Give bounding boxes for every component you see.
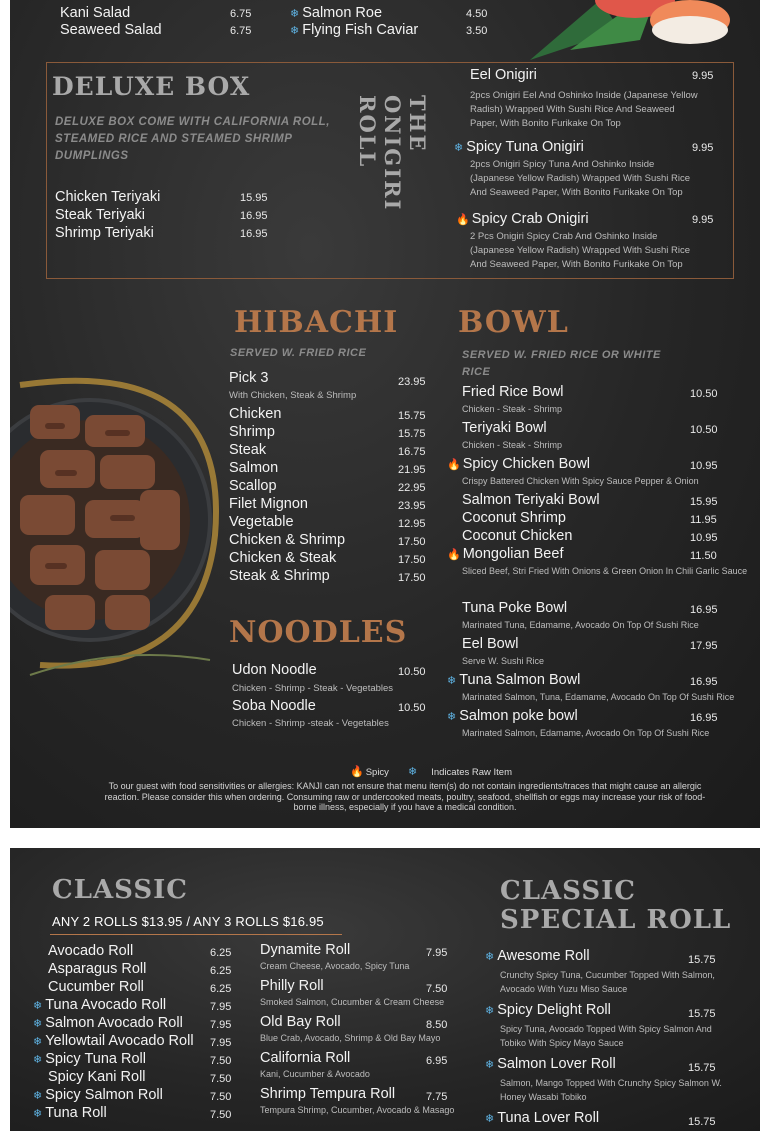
- item-name: Avocado Roll: [48, 943, 134, 959]
- hibachi-title: HIBACHI: [234, 305, 399, 340]
- item-price: 6.25: [210, 965, 232, 977]
- raw-icon: ❄: [33, 1054, 43, 1066]
- item-price: 11.50: [690, 550, 717, 562]
- hibachi-photo: [10, 345, 230, 695]
- raw-icon: ❄: [485, 1059, 495, 1071]
- item-name: Pick 3: [229, 370, 269, 386]
- item-name: ❄ Salmon Avocado Roll: [33, 1015, 183, 1031]
- deluxe-subtitle: DELUXE BOX COME WITH CALIFORNIA ROLL, STEAMED RICE AND STEAMED SHRIMP DUMPLINGS: [55, 116, 330, 162]
- item-price: 15.75: [398, 428, 426, 440]
- item-name: California Roll: [260, 1050, 351, 1066]
- spicy-icon: 🔥: [456, 214, 470, 226]
- raw-icon: ❄: [290, 25, 300, 37]
- item-price: 10.95: [690, 460, 718, 472]
- item-price: 6.25: [210, 947, 232, 959]
- item-price: 6.95: [426, 1055, 448, 1067]
- noodles-title: NOODLES: [229, 615, 408, 650]
- menu-panel-top: [10, 0, 760, 828]
- item-name: Scallop: [229, 478, 277, 494]
- spicy-icon: 🔥: [447, 459, 461, 471]
- item-name: Teriyaki Bowl: [462, 420, 547, 436]
- item-name: Vegetable: [229, 514, 294, 530]
- menu-item: ❄ Spicy Tuna Onigiri: [454, 139, 584, 155]
- item-description: Chicken - Shrimp -steak - Vegetables: [232, 718, 389, 729]
- item-description: With Chicken, Steak & Shrimp: [229, 390, 357, 401]
- legend-spicy: 🔥 Spicy: [350, 766, 389, 778]
- item-name: Spicy Kani Roll: [48, 1069, 146, 1085]
- item-price: 10.95: [690, 532, 718, 544]
- item-price: 7.95: [210, 1019, 232, 1031]
- item-price: 17.50: [398, 536, 426, 548]
- item-description: Sliced Beef, Stri Fried With Onions & Green Onion In Chili Garlic Sauce: [462, 566, 748, 576]
- raw-icon: ❄: [454, 142, 464, 154]
- item-name: Fried Rice Bowl: [462, 384, 564, 400]
- item-price: 16.95: [240, 228, 268, 240]
- item-price: 4.50: [466, 8, 488, 20]
- item-name: Philly Roll: [260, 978, 324, 994]
- item-name: Coconut Chicken: [462, 528, 573, 544]
- raw-icon: ❄: [485, 1005, 495, 1017]
- item-description: Tempura Shrimp, Cucumber, Avocado & Masago: [260, 1105, 455, 1115]
- menu-item: ❄ Flying Fish Caviar: [290, 22, 419, 38]
- bowl-subtitle: SERVED W. FRIED RICE OR WHITE RICE: [462, 349, 661, 378]
- item-price: 7.95: [426, 947, 448, 959]
- item-description: Spicy Tuna, Avocado Topped With Spicy Salmon And Tobiko With Spicy Mayo Sauce: [500, 1024, 712, 1048]
- raw-icon: ❄: [447, 711, 457, 723]
- item-name: Eel Bowl: [462, 636, 519, 652]
- item-name: ❄ Spicy Salmon Roll: [33, 1087, 163, 1103]
- item-price: 15.75: [688, 1116, 716, 1128]
- item-description: 2pcs Onigiri Spicy Tuna And Oshinko Inside (Japanese Yellow Radish) Wrapped With Sushi Rice And Seaweed Paper, With Bonito Furikake On Top: [470, 159, 691, 198]
- item-price: 15.75: [688, 1008, 716, 1020]
- item-name: Seaweed Salad: [60, 22, 162, 38]
- item-name: Dynamite Roll: [260, 942, 351, 958]
- spicy-icon: 🔥: [447, 549, 461, 561]
- raw-icon: ❄: [485, 951, 495, 963]
- item-name: Steak & Shrimp: [229, 568, 330, 584]
- item-description: Blue Crab, Avocado, Shrimp & Old Bay Mayo: [260, 1033, 441, 1043]
- deal-underline: [50, 934, 342, 935]
- item-price: 7.75: [426, 1091, 448, 1103]
- raw-icon: ❄: [485, 1113, 495, 1125]
- item-name: ❄ Tuna Avocado Roll: [33, 997, 167, 1013]
- item-price: 7.50: [210, 1055, 232, 1067]
- item-price: 16.95: [240, 210, 268, 222]
- spicy-icon: 🔥: [350, 766, 364, 778]
- item-description: Chicken - Steak - Shrimp: [462, 440, 563, 450]
- item-price: 8.50: [426, 1019, 448, 1031]
- allergy-disclaimer: To our guest with food sensitivities or allergies: KANJI can not ensure that menu item(s) do not contain ingredients/traces that might cause an allergic reaction. Please consider this when ordering. Consuming raw or undercooked meats, poultry, seafood, shellfish or eggs may increase your risk of food-borne illness, especially if you have a medical condition.: [104, 781, 706, 812]
- item-name: ❄ Awesome Roll: [485, 948, 590, 964]
- item-name: Coconut Shrimp: [462, 510, 566, 526]
- item-name: Cucumber Roll: [48, 979, 144, 995]
- raw-icon: ❄: [33, 1108, 43, 1120]
- item-name: Salmon Teriyaki Bowl: [462, 492, 600, 508]
- item-name: Udon Noodle: [232, 662, 317, 678]
- item-name: ❄ Spicy Tuna Roll: [33, 1051, 146, 1067]
- item-description: Marinated Tuna, Edamame, Avocado On Top Of Sushi Rice: [462, 620, 699, 630]
- sushi-illustration: [510, 0, 750, 65]
- item-price: 16.95: [690, 604, 718, 616]
- item-price: 10.50: [398, 666, 426, 678]
- item-name: Shrimp Teriyaki: [55, 225, 154, 241]
- item-description: Cream Cheese, Avocado, Spicy Tuna: [260, 961, 410, 971]
- item-name: ❄ Tuna Lover Roll: [485, 1110, 600, 1126]
- item-price: 15.95: [240, 192, 268, 204]
- item-name: Chicken & Steak: [229, 550, 337, 566]
- item-price: 7.95: [210, 1037, 232, 1049]
- classic-title: CLASSIC: [52, 875, 188, 905]
- item-price: 15.95: [690, 496, 718, 508]
- item-name: ❄ Salmon Lover Roll: [485, 1056, 616, 1072]
- item-price: 7.50: [210, 1073, 232, 1085]
- item-price: 15.75: [688, 1062, 716, 1074]
- menu-item: ❄ Salmon Roe: [290, 5, 383, 21]
- item-name: ❄ Salmon poke bowl: [447, 708, 578, 724]
- item-name: Kani Salad: [60, 5, 131, 21]
- raw-icon: ❄: [33, 1090, 43, 1102]
- item-price: 7.50: [210, 1091, 232, 1103]
- item-price: 16.95: [690, 712, 718, 724]
- item-price: 17.50: [398, 572, 426, 584]
- raw-icon: ❄: [447, 675, 457, 687]
- item-price: 3.50: [466, 25, 488, 37]
- item-name: Shrimp Tempura Roll: [260, 1086, 396, 1102]
- item-description: Smoked Salmon, Cucumber & Cream Cheese: [260, 997, 445, 1007]
- item-name: Soba Noodle: [232, 698, 316, 714]
- item-name: Chicken & Shrimp: [229, 532, 346, 548]
- hibachi-subtitle: SERVED W. FRIED RICE: [230, 347, 367, 359]
- item-price: 17.95: [690, 640, 718, 652]
- item-description: Crunchy Spicy Tuna, Cucumber Topped With Salmon, Avocado With Yuzu Miso Sauce: [500, 970, 715, 994]
- legend-raw: ❄ Indicates Raw Item: [408, 766, 513, 778]
- item-price: 9.95: [692, 214, 714, 226]
- item-name: 🔥 Spicy Chicken Bowl: [447, 456, 591, 472]
- item-name: Shrimp: [229, 424, 275, 440]
- item-description: Marinated Salmon, Tuna, Edamame, Avocado On Top Of Sushi Rice: [462, 692, 735, 702]
- item-price: 17.50: [398, 554, 426, 566]
- item-price: 7.95: [210, 1001, 232, 1013]
- item-name: Eel Onigiri: [470, 67, 537, 83]
- item-price: 15.75: [398, 410, 426, 422]
- item-description: Marinated Salmon, Edamame, Avocado On Top Of Sushi Rice: [462, 728, 710, 738]
- raw-icon: ❄: [33, 1000, 43, 1012]
- raw-icon: ❄: [290, 8, 300, 20]
- raw-icon: ❄: [33, 1018, 43, 1030]
- item-name: 🔥 Mongolian Beef: [447, 546, 564, 562]
- item-price: 6.25: [210, 983, 232, 995]
- item-name: ❄ Tuna Roll: [33, 1105, 107, 1121]
- item-price: 16.95: [690, 676, 718, 688]
- item-price: 23.95: [398, 376, 426, 388]
- item-description: Chicken - Steak - Shrimp: [462, 404, 563, 414]
- item-name: Chicken Teriyaki: [55, 189, 161, 205]
- item-price: 10.50: [690, 388, 718, 400]
- item-name: Steak Teriyaki: [55, 207, 145, 223]
- item-price: 10.50: [690, 424, 718, 436]
- item-price: 11.95: [690, 514, 717, 526]
- raw-icon: ❄: [408, 766, 418, 778]
- item-name: ❄ Yellowtail Avocado Roll: [33, 1033, 194, 1049]
- item-description: Kani, Cucumber & Avocado: [260, 1069, 370, 1079]
- item-name: ❄ Spicy Delight Roll: [485, 1002, 611, 1018]
- item-description: Chicken - Shrimp - Steak - Vegetables: [232, 683, 394, 694]
- item-description: Serve W. Sushi Rice: [462, 656, 545, 666]
- item-price: 12.95: [398, 518, 426, 530]
- item-price: 22.95: [398, 482, 426, 494]
- item-description: Crispy Battered Chicken With Spicy Sauce Pepper & Onion: [462, 476, 699, 486]
- raw-icon: ❄: [33, 1036, 43, 1048]
- menu-item: 🔥 Spicy Crab Onigiri: [456, 211, 589, 227]
- deluxe-title: DELUXE BOX: [52, 72, 251, 101]
- item-price: 7.50: [426, 983, 448, 995]
- item-description: Salmon, Mango Topped With Crunchy Spicy Salmon W. Honey Wasabi Tobiko: [500, 1078, 722, 1102]
- item-price: 10.50: [398, 702, 426, 714]
- item-name: Steak: [229, 442, 267, 458]
- item-price: 9.95: [692, 70, 714, 82]
- classic-deal: ANY 2 ROLLS $13.95 / ANY 3 ROLLS $16.95: [52, 914, 324, 929]
- bowl-title: BOWL: [458, 305, 569, 340]
- item-price: 16.75: [398, 446, 426, 458]
- item-description: 2pcs Onigiri Eel And Oshinko Inside (Japanese Yellow Radish) Wrapped With Sushi Rice And Seaweed Paper, With Bonito Furikake On Top: [470, 90, 698, 129]
- special-title-line2: SPECIAL ROLL: [500, 905, 732, 935]
- item-name: Tuna Poke Bowl: [462, 600, 568, 616]
- item-name: Asparagus Roll: [48, 961, 147, 977]
- item-price: 7.50: [210, 1109, 232, 1121]
- item-price: 23.95: [398, 500, 426, 512]
- item-price: 15.75: [688, 954, 716, 966]
- item-name: Chicken: [229, 406, 282, 422]
- item-name: Salmon: [229, 460, 279, 476]
- item-price: 9.95: [692, 142, 714, 154]
- special-title-line1: CLASSIC: [500, 876, 636, 906]
- item-name: Filet Mignon: [229, 496, 308, 512]
- item-price: 6.75: [230, 8, 252, 20]
- item-price: 6.75: [230, 25, 252, 37]
- item-name: Old Bay Roll: [260, 1014, 341, 1030]
- onigiri-title: THE ONIGIRI ROLL: [355, 95, 430, 212]
- item-price: 21.95: [398, 464, 426, 476]
- menu-panel-bottom: [10, 848, 760, 1131]
- item-name: ❄ Tuna Salmon Bowl: [447, 672, 581, 688]
- item-description: 2 Pcs Onigiri Spicy Crab And Oshinko Inside (Japanese Yellow Radish) Wrapped With Sushi Rice And Seaweed Paper, With Bonito Furikake On Top: [470, 231, 691, 270]
